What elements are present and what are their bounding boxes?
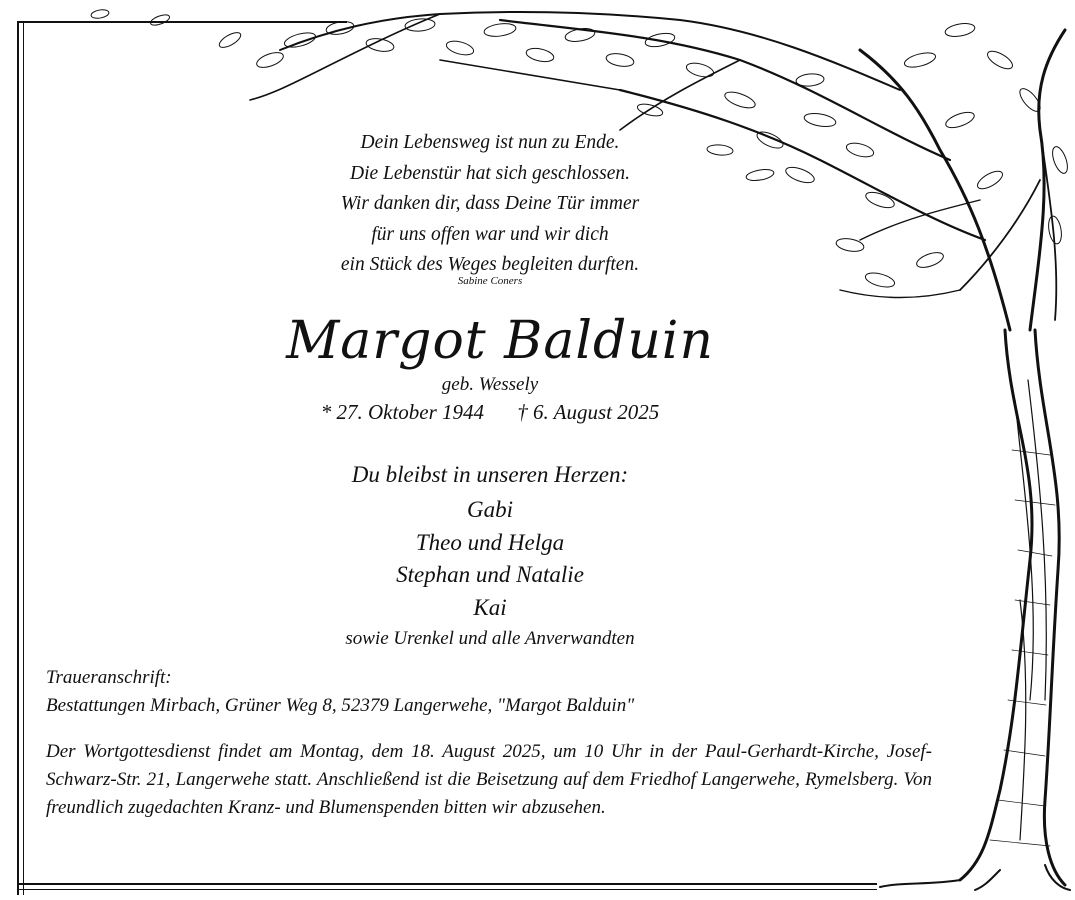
mourner-name: Kai xyxy=(473,594,507,620)
mourner-name: Theo und Helga xyxy=(415,529,565,555)
maiden-name: geb. Wessely xyxy=(441,374,539,395)
service-notice: Der Wortgottesdienst findet am Montag, dem 18. August 2025, um 10 Uhr in der Paul-Gerhardt-Kirche, Josef-Schwarz-Str. 21, Langerwehe statt. Anschließend ist die Beisetzung auf dem Friedhof Langerwehe, Rymelsberg. Von freundlich zugedachten Kranz- und Blumenspenden bitten wir abzusehen. xyxy=(46,741,932,818)
deceased-name: Margot Balduin xyxy=(286,311,714,371)
mourner-name: Stephan und Natalie xyxy=(396,562,584,587)
birth-date: * 27. Oktober 1944 xyxy=(320,400,485,424)
death-date: † 6. August 2025 xyxy=(517,400,660,424)
mourner-name: Gabi xyxy=(467,497,513,522)
poem-line: für uns offen war und wir dich xyxy=(371,223,609,245)
poem xyxy=(230,128,750,287)
poem-line: ein Stück des Weges begleiten durften. xyxy=(340,254,640,275)
poem-line: Dein Lebensweg ist nun zu Ende. xyxy=(360,132,620,153)
life-dates xyxy=(250,400,730,425)
mourners-heading: Du bleibst in unseren Herzen: xyxy=(351,462,629,487)
poem-line: Die Lebenstür hat sich geschlossen. xyxy=(349,162,630,184)
mourning-address xyxy=(46,664,634,720)
relatives-line: sowie Urenkel und alle Anverwandten xyxy=(345,628,635,649)
poem-author: Sabine Coners xyxy=(457,274,523,287)
address-text: Bestattungen Mirbach, Grüner Weg 8, 52379 Langerwehe, "Margot Balduin" xyxy=(46,695,635,716)
address-label: Traueranschrift: xyxy=(46,667,172,688)
poem-line: Wir danken dir, dass Deine Tür immer xyxy=(340,193,640,214)
mourners-list xyxy=(230,494,750,624)
